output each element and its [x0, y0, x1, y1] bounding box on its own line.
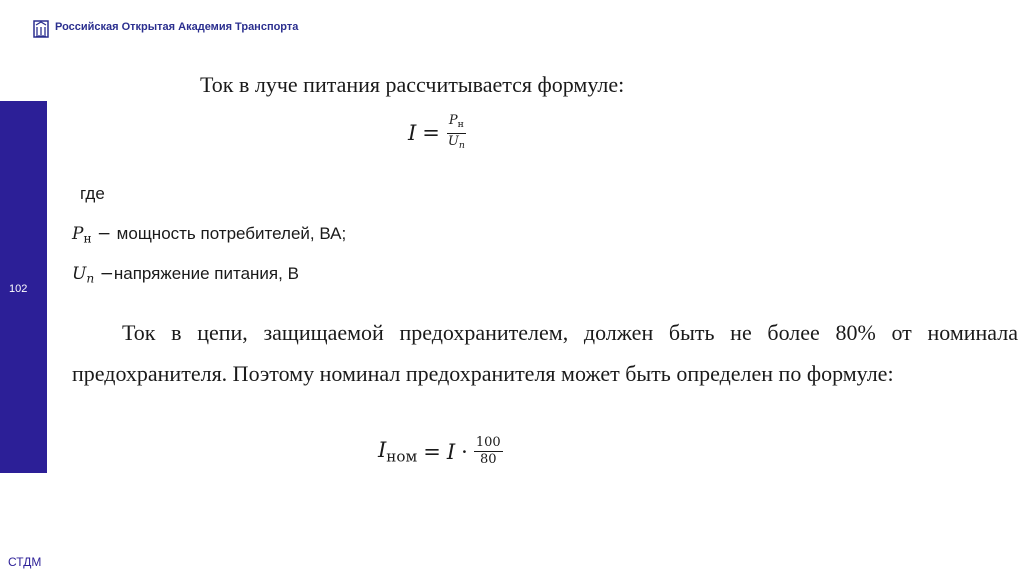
formula2-num: 100 [475, 435, 501, 450]
def1-var: P [72, 224, 84, 244]
formula1-den-var: U [447, 133, 459, 149]
formula2-lhs: I [378, 437, 387, 462]
formula1-equals: = [422, 121, 440, 146]
formula2-equals: = [423, 439, 441, 464]
formula2-den: 80 [479, 452, 497, 467]
def2-text: напряжение питания, В [113, 264, 299, 283]
formula2-fraction [474, 435, 503, 468]
nominal-formula [378, 435, 503, 468]
current-formula [408, 113, 467, 154]
footer-label: СТДМ [8, 555, 42, 569]
def2-dash: − [94, 264, 114, 284]
paragraph-text: Ток в цепи, защищаемой предохранителем, должен быть не более 80% от номинала предохранителя. Поэтому номинал предохранителя может быть определен по формуле: [72, 320, 1018, 386]
formula1-num-sub: н [457, 118, 464, 130]
formula1-num-var: P [448, 113, 458, 128]
where-label: где [80, 184, 105, 203]
formula2-dot: · [461, 439, 468, 464]
intro-text: Ток в луче питания рассчитывается формуле: [200, 72, 625, 97]
slide-number: 102 [9, 283, 28, 295]
formula1-den-sub: n [458, 139, 465, 151]
def1-sub: н [83, 231, 92, 246]
formula2-rhs: I [446, 439, 456, 464]
definition-voltage [72, 264, 299, 286]
formula2-lhs-sub: ном [386, 447, 418, 466]
def2-sub: n [86, 271, 95, 286]
formula1-lhs: I [408, 121, 417, 146]
definition-power [72, 224, 346, 246]
formula1-fraction [446, 113, 467, 154]
def1-text: мощность потребителей, ВА; [116, 224, 347, 243]
academy-logo-icon [33, 19, 49, 39]
def1-dash: − [91, 224, 117, 244]
header-title: Российская Открытая Академия Транспорта [55, 21, 299, 33]
def2-var: U [72, 264, 87, 284]
body-paragraph [72, 312, 1018, 394]
